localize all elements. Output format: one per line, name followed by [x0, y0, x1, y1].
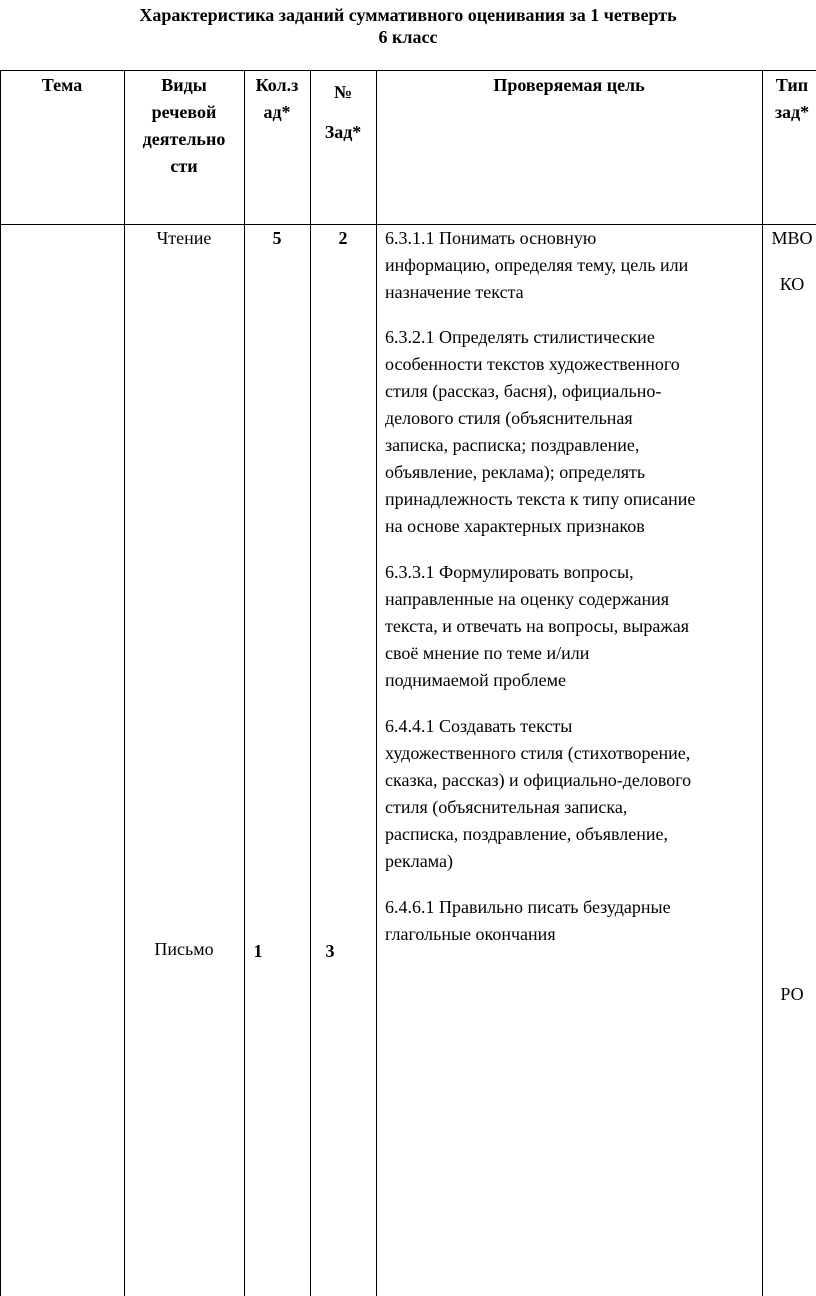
header-tip: Тип зад*	[774, 75, 810, 122]
goal-6-4-6-1: 6.4.6.1 Правильно писать безударные глагольные окончания	[385, 897, 671, 944]
row-reading-kol: 5	[272, 228, 282, 248]
goal-6-3-3-1: 6.3.3.1 Формулировать вопросы, направленные на оценку содержания текста, и отвечать на вопросы, выражая своё мнение по теме и/или поднимаемой проблеме	[385, 562, 690, 690]
goal-6-3-2-1: 6.3.2.1 Определять стилистические особенности текстов художественного стиля (рассказ, басня), официально- делового стиля (объяснительная записка, расписка; поздравление, объявление, реклама); определять принадлежность текста к типу описание на основе характерных признаков	[385, 327, 696, 536]
row-reading-num: 2	[338, 228, 348, 248]
col-divider-2	[244, 70, 245, 1296]
header-vidy: Виды речевой деятельно сти	[142, 75, 226, 176]
col-divider-1	[124, 70, 125, 1296]
document-subtitle-grade: 6 класс	[378, 27, 438, 47]
document-title: Характеристика заданий суммативного оценивания за 1 четверть	[139, 5, 677, 25]
goal-6-4-4-1: 6.4.4.1 Создавать тексты художественного стиля (стихотворение, сказка, рассказ) и официально-делового стиля (объяснительная записка, расписка, поздравление, объявление, реклама)	[385, 716, 692, 871]
row-writing-tip: РО	[780, 984, 804, 1004]
header-tema: Тема	[41, 75, 83, 95]
table-left-border	[0, 70, 1, 1296]
row-writing-num: 3	[325, 941, 335, 961]
header-num: № Зад*	[324, 82, 362, 142]
row-writing-vid: Письмо	[154, 939, 214, 959]
goal-6-3-1-1: 6.3.1.1 Понимать основную информацию, определяя тему, цель или назначение текста	[385, 228, 689, 302]
col-divider-3	[310, 70, 311, 1296]
table-top-border	[0, 70, 816, 71]
col-divider-4	[376, 70, 377, 1296]
header-cel: Проверяемая цель	[493, 75, 645, 95]
row-reading-vid: Чтение	[156, 228, 212, 248]
row-reading-tip: МВО КО	[771, 228, 813, 294]
header-kol: Кол.з ад*	[255, 75, 299, 122]
row-writing-kol: 1	[253, 941, 263, 961]
